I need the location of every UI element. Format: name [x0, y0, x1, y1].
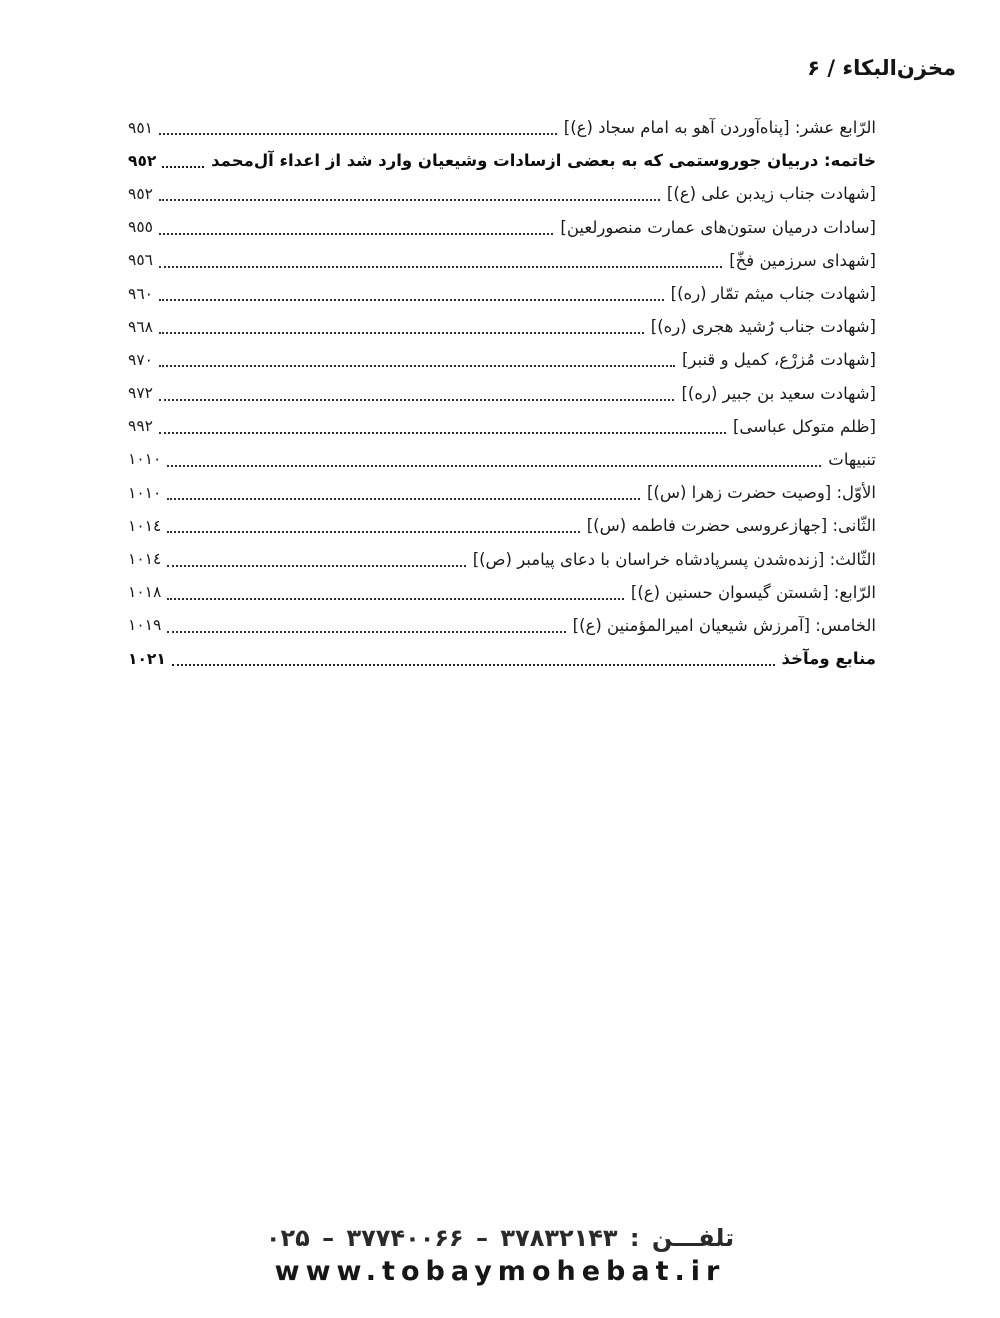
page-header-title: مخزن‌البکاء / ۶ — [807, 56, 956, 80]
toc-row — [128, 576, 876, 609]
toc-row — [128, 244, 876, 277]
toc-page-number: ١٠١٨ — [128, 583, 162, 602]
toc-page-number: ٩٧٠ — [128, 350, 153, 369]
toc-entry-title: الأوّل: [وصیت حضرت زهرا (س)] — [646, 483, 876, 503]
dot-leader — [159, 319, 644, 334]
toc-entry-title: الثّالث: [زنده‌شدن پسرپادشاه خراسان با دعای پیامبر (ص)] — [472, 549, 876, 569]
toc-row — [128, 476, 876, 509]
toc-row — [128, 343, 876, 376]
toc-page-number: ١٠١٠ — [128, 483, 162, 502]
publisher-website: www.tobaymohebat.ir — [274, 1256, 726, 1287]
toc-page-number: ١٠١٤ — [128, 550, 162, 569]
toc-row — [128, 144, 876, 177]
toc-page-number: ١٠١٩ — [128, 616, 162, 635]
toc-entry-title: [شهادت سعید بن جبیر (ره)] — [681, 383, 876, 403]
toc-row — [128, 642, 876, 675]
dot-leader — [159, 120, 557, 135]
toc-entry-title: [شهدای سرزمین فخّ] — [729, 250, 876, 270]
toc-entry-title: [ظلم متوکل عباسی] — [732, 416, 876, 436]
toc-page-number: ١٠٢١ — [128, 649, 166, 668]
toc-entry-title: [شهادت جناب میثم تمّار (ره)] — [670, 284, 876, 304]
toc-row — [128, 111, 876, 144]
toc-entry-title: [شهادت مُزرْع، کمیل و قنبر] — [681, 350, 876, 370]
toc-page-number: ٩٧٢ — [128, 384, 153, 403]
toc-row — [128, 443, 876, 476]
toc-row — [128, 542, 876, 575]
toc-row — [128, 410, 876, 443]
toc-entry-title: منابع ومآخذ — [781, 649, 876, 669]
toc-row — [128, 509, 876, 542]
dot-leader — [172, 651, 775, 666]
dot-leader — [159, 286, 664, 301]
dot-leader — [167, 552, 465, 567]
dot-leader — [159, 220, 553, 235]
table-of-contents — [128, 111, 876, 675]
dot-leader — [167, 452, 821, 467]
dot-leader — [167, 518, 579, 533]
toc-row — [128, 277, 876, 310]
toc-page-number: ٩٥٢ — [128, 184, 153, 203]
dot-leader — [159, 386, 674, 401]
toc-row — [128, 211, 876, 244]
dot-leader — [159, 186, 660, 201]
toc-page-number: ٩٥١ — [128, 118, 153, 137]
dot-leader — [167, 485, 640, 500]
toc-row — [128, 177, 876, 210]
toc-page-number: ٩٦٨ — [128, 317, 153, 336]
toc-page-number: ٩٦٠ — [128, 284, 153, 303]
toc-entry-title: تنبیهات — [828, 449, 876, 469]
toc-entry-title: الرّابع عشر: [پناه‌آوردن آهو به امام سجاد (ع)] — [563, 118, 876, 138]
publisher-phone: تلفـــن : ۳۷۸۳۲۱۴۳ – ۳۷۷۴۰۰۶۶ – ۰۲۵ — [265, 1224, 735, 1252]
toc-page-number: ١٠١٤ — [128, 516, 162, 535]
dot-leader — [159, 352, 675, 367]
toc-page-number: ٩٥٢ — [128, 151, 157, 170]
dot-leader — [159, 419, 726, 434]
dot-leader — [159, 253, 722, 268]
toc-row — [128, 377, 876, 410]
toc-entry-title: [سادات درمیان ستون‌های عمارت منصورلعین] — [560, 217, 876, 237]
toc-page-number: ٩٩٢ — [128, 417, 153, 436]
toc-page-number: ١٠١٠ — [128, 450, 162, 469]
dot-leader — [167, 618, 565, 633]
dot-leader — [167, 585, 624, 600]
toc-entry-title: خاتمه: دربیان جوروستمی که به بعضی ازسادات وشیعیان وارد شد از اعداء آل‌محمد — [211, 151, 876, 171]
toc-entry-title: الرّابع: [شستن گیسوان حسنین (ع)] — [630, 582, 876, 602]
toc-row — [128, 609, 876, 642]
toc-entry-title: الثّانی: [جهازعروسی حضرت فاطمه (س)] — [586, 516, 876, 536]
dot-leader — [162, 153, 204, 168]
toc-page-number: ٩٥٦ — [128, 251, 153, 270]
toc-entry-title: الخامس: [آمرزش شیعیان امیرالمؤمنین (ع)] — [572, 615, 876, 635]
toc-page-number: ٩٥٥ — [128, 218, 153, 237]
toc-entry-title: [شهادت جناب زیدبن علی (ع)] — [666, 184, 876, 204]
toc-row — [128, 310, 876, 343]
toc-entry-title: [شهادت جناب رُشید هجری (ره)] — [650, 317, 876, 337]
